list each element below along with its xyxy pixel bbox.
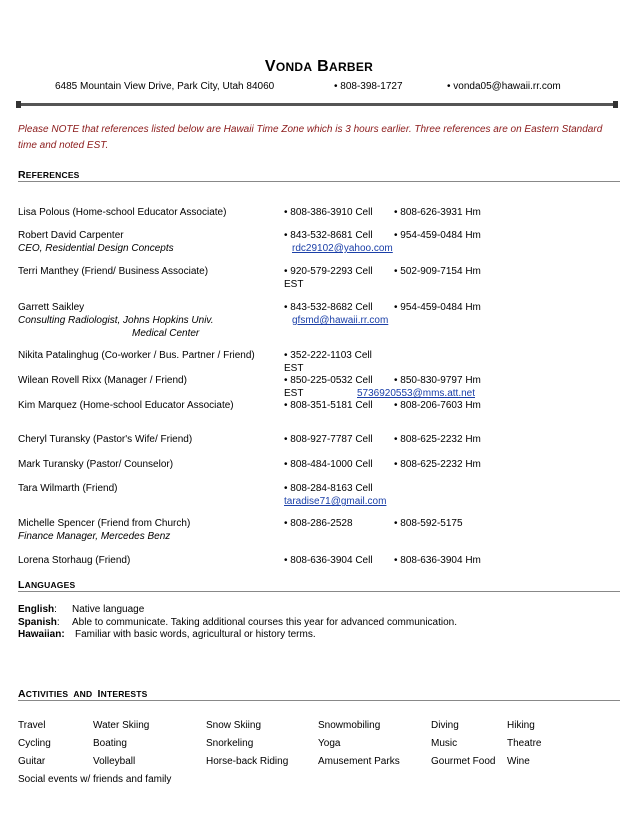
references-heading: REFERENCES xyxy=(18,169,80,181)
activity-item: Amusement Parks xyxy=(318,756,400,767)
reference-name: Terri Manthey (Friend/ Business Associate) xyxy=(18,266,209,277)
reference-email-link[interactable]: taradise71@gmail.com xyxy=(284,496,387,507)
reference-phone-home: • 808-592-5175 xyxy=(394,518,463,529)
reference-phone-cell: • 850-225-0532 Cell xyxy=(284,375,373,386)
reference-phone-cell: • 808-927-7787 Cell xyxy=(284,434,373,445)
language-label: English xyxy=(18,604,55,615)
address: 6485 Mountain View Drive, Park City, Utah 84060 xyxy=(55,81,275,92)
reference-name: Mark Turansky (Pastor/ Counselor) xyxy=(18,459,174,470)
reference-phone-cell: • 843-532-8681 Cell xyxy=(284,230,373,241)
resume-name: VONDA BARBER xyxy=(264,58,374,75)
references-rule xyxy=(18,181,620,182)
reference-phone-cell: • 808-636-3904 Cell xyxy=(284,555,373,566)
activity-item: Travel xyxy=(18,720,46,731)
reference-title: CEO, Residential Design Concepts xyxy=(18,243,174,254)
reference-name: Lorena Storhaug (Friend) xyxy=(18,555,131,566)
activity-item: Music xyxy=(431,738,458,749)
timezone-note: Please NOTE that references listed below are Hawaii Time Zone which is 3 hours earlier. Three references are on Eastern Standard time and noted EST. xyxy=(18,124,603,151)
reference-phone-cell: • 920-579-2293 Cell xyxy=(284,266,373,277)
language-row: English: xyxy=(18,604,57,615)
email: • vonda05@hawaii.rr.com xyxy=(447,81,561,92)
activity-item: Horse-back Riding xyxy=(206,756,289,767)
activity-item-last: Social events w/ friends and family xyxy=(18,774,172,785)
activity-item: Yoga xyxy=(318,738,341,749)
language-text: Able to communicate. Taking additional courses this year for advanced communication. xyxy=(72,617,458,628)
reference-email-link[interactable]: 5736920553@mms.att.net xyxy=(357,388,476,399)
reference-phone-home: • 954-459-0484 Hm xyxy=(394,230,481,241)
reference-timezone: EST xyxy=(284,388,304,399)
reference-title-cont: Medical Center xyxy=(132,328,200,339)
reference-phone-home: • 502-909-7154 Hm xyxy=(394,266,481,277)
header-divider xyxy=(18,103,616,106)
activity-item: Cycling xyxy=(18,738,51,749)
reference-title: Finance Manager, Mercedes Benz xyxy=(18,531,171,542)
reference-name: Tara Wilmarth (Friend) xyxy=(18,483,118,494)
reference-phone-home: • 808-625-2232 Hm xyxy=(394,434,481,445)
language-row: Spanish: xyxy=(18,617,60,628)
reference-name: Kim Marquez (Home-school Educator Associate) xyxy=(18,400,234,411)
activity-item: Guitar xyxy=(18,756,46,767)
reference-name: Lisa Polous (Home-school Educator Associate) xyxy=(18,207,227,218)
reference-phone-home: • 808-625-2232 Hm xyxy=(394,459,481,470)
reference-title: Consulting Radiologist, Johns Hopkins Univ. xyxy=(18,315,214,326)
activity-item: Volleyball xyxy=(93,756,136,767)
reference-name: Michelle Spencer (Friend from Church) xyxy=(18,518,191,529)
languages-heading: LANGUAGES xyxy=(18,579,76,591)
reference-name: Nikita Patalinghug (Co-worker / Bus. Partner / Friend) xyxy=(18,350,255,361)
reference-timezone: EST xyxy=(284,279,304,290)
activity-item: Diving xyxy=(431,720,459,731)
reference-name: Robert David Carpenter xyxy=(18,230,124,241)
language-label: Spanish xyxy=(18,617,57,628)
reference-phone-cell: • 808-284-8163 Cell xyxy=(284,483,373,494)
activity-item: Hiking xyxy=(507,720,535,731)
activity-item: Snorkeling xyxy=(206,738,254,749)
activity-item: Wine xyxy=(507,756,530,767)
reference-phone-home: • 808-636-3904 Hm xyxy=(394,555,481,566)
reference-name: Cheryl Turansky (Pastor's Wife/ Friend) xyxy=(18,434,193,445)
activity-item: Snowmobiling xyxy=(318,720,381,731)
reference-phone-home: • 808-626-3931 Hm xyxy=(394,207,481,218)
activity-item: Boating xyxy=(93,738,127,749)
reference-phone-home: • 808-206-7603 Hm xyxy=(394,400,481,411)
language-text: Familiar with basic words, agricultural or history terms. xyxy=(75,629,316,640)
phone: • 808-398-1727 xyxy=(334,81,403,92)
reference-phone-cell: • 843-532-8682 Cell xyxy=(284,302,373,313)
reference-name: Garrett Saikley xyxy=(18,302,85,313)
reference-phone-cell: • 352-222-1103 Cell xyxy=(284,350,372,361)
activity-item: Theatre xyxy=(507,738,542,749)
reference-phone-cell: • 808-286-2528 xyxy=(284,518,353,529)
reference-phone-home: • 954-459-0484 Hm xyxy=(394,302,481,313)
language-row xyxy=(18,629,65,640)
reference-timezone: EST xyxy=(284,363,304,374)
activities-heading: ACTIVITIES AND INTERESTS xyxy=(18,688,148,700)
activity-item: Gourmet Food xyxy=(431,756,496,767)
language-label: Hawaiian: xyxy=(18,629,65,640)
reference-phone-cell: • 808-386-3910 Cell xyxy=(284,207,373,218)
reference-phone-cell: • 808-484-1000 Cell xyxy=(284,459,373,470)
activities-rule xyxy=(18,700,620,701)
languages-rule xyxy=(18,591,620,592)
language-text: Native language xyxy=(72,604,145,615)
reference-phone-cell: • 808-351-5181 Cell xyxy=(284,400,373,411)
reference-phone-home: • 850-830-9797 Hm xyxy=(394,375,481,386)
reference-email-link[interactable]: rdc29102@yahoo.com xyxy=(292,243,393,254)
reference-email-link[interactable]: gfsmd@hawaii.rr.com xyxy=(292,315,389,326)
activity-item: Snow Skiing xyxy=(206,720,262,731)
reference-name: Wilean Rovell Rixx (Manager / Friend) xyxy=(18,375,187,386)
activity-item: Water Skiing xyxy=(93,720,150,731)
